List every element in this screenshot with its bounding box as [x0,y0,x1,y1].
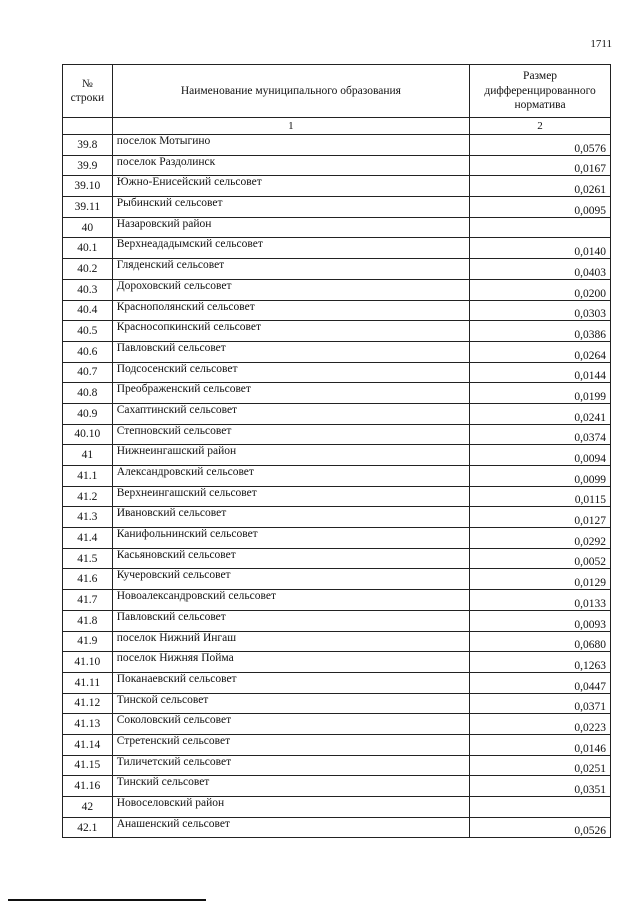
row-number-cell: 41.16 [63,776,113,797]
municipality-name-cell: Павловский сельсовет [112,341,469,362]
municipality-name-cell: Поканаевский сельсовет [112,672,469,693]
row-number-cell: 40.9 [63,403,113,424]
normative-value-cell: 0,0052 [470,548,611,569]
table-row [63,776,611,797]
normative-value-cell: 0,0093 [470,610,611,631]
table-row [63,817,611,838]
normative-value-cell: 0,0095 [470,197,611,218]
normative-value-cell: 0,0374 [470,424,611,445]
row-number-cell: 41.13 [63,714,113,735]
header-municipality-name: Наименование муниципального образования [112,65,469,118]
table-row [63,135,611,156]
municipality-name-cell: Касьяновский сельсовет [112,548,469,569]
row-number-cell: 39.9 [63,155,113,176]
row-number-cell: 41.9 [63,631,113,652]
normative-value-cell [470,797,611,818]
normative-value-cell: 0,0251 [470,755,611,776]
table-row [63,383,611,404]
row-number-cell: 41.11 [63,672,113,693]
normative-value-cell: 0,0167 [470,155,611,176]
municipality-name-cell: Назаровский район [112,217,469,238]
row-number-cell: 41.4 [63,528,113,549]
municipality-name-cell: Тинской сельсовет [112,693,469,714]
municipality-name-cell: Анашенский сельсовет [112,817,469,838]
municipality-name-cell: Тиличетский сельсовет [112,755,469,776]
municipality-name-cell: Павловский сельсовет [112,610,469,631]
normative-value-cell: 0,0526 [470,817,611,838]
table-row [63,403,611,424]
normative-value-cell: 0,0144 [470,362,611,383]
normative-value-cell: 0,0264 [470,341,611,362]
normative-value-cell: 0,0140 [470,238,611,259]
municipality-name-cell: Новоалександровский сельсовет [112,590,469,611]
normative-value-cell: 0,0127 [470,507,611,528]
normative-value-cell: 0,0146 [470,734,611,755]
row-number-cell: 40.10 [63,424,113,445]
table-row [63,300,611,321]
normative-value-cell: 0,0576 [470,135,611,156]
municipality-name-cell: Краснополянский сельсовет [112,300,469,321]
table-row [63,569,611,590]
row-number-cell: 41.14 [63,734,113,755]
normative-value-cell: 0,0200 [470,279,611,300]
row-number-cell: 41 [63,445,113,466]
table-row [63,321,611,342]
row-number-cell: 39.11 [63,197,113,218]
normative-value-cell: 0,0099 [470,466,611,487]
municipality-name-cell: Гляденский сельсовет [112,259,469,280]
row-number-cell: 41.8 [63,610,113,631]
row-number-cell: 40.5 [63,321,113,342]
row-number-cell: 40.4 [63,300,113,321]
municipality-name-cell: Соколовский сельсовет [112,714,469,735]
normative-value-cell: 0,0261 [470,176,611,197]
row-number-cell: 41.10 [63,652,113,673]
header-row-number: № строки [63,65,113,118]
municipality-name-cell: Канифольнинский сельсовет [112,528,469,549]
table-row [63,590,611,611]
table-row [63,548,611,569]
municipality-name-cell: Степновский сельсовет [112,424,469,445]
table-row [63,486,611,507]
table-row [63,362,611,383]
table-row [63,734,611,755]
normative-value-cell: 0,0351 [470,776,611,797]
table-row [63,445,611,466]
table-row [63,672,611,693]
normative-table [62,64,611,838]
municipality-name-cell: Подсосенский сельсовет [112,362,469,383]
municipality-name-cell: Южно-Енисейский сельсовет [112,176,469,197]
normative-value-cell [470,217,611,238]
table-row [63,217,611,238]
table-body [63,135,611,838]
municipality-name-cell: Рыбинский сельсовет [112,197,469,218]
table-row [63,259,611,280]
municipality-name-cell: поселок Мотыгино [112,135,469,156]
municipality-name-cell: Ивановский сельсовет [112,507,469,528]
normative-value-cell: 0,0223 [470,714,611,735]
normative-value-cell: 0,1263 [470,652,611,673]
normative-value-cell: 0,0094 [470,445,611,466]
municipality-name-cell: Новоселовский район [112,797,469,818]
column-index-1: 1 [112,118,469,135]
table-row [63,466,611,487]
row-number-cell: 40.7 [63,362,113,383]
footnote-separator [8,899,206,901]
page-number: 1711 [590,38,612,50]
table-row [63,631,611,652]
table-row [63,610,611,631]
row-number-cell: 40.6 [63,341,113,362]
table-row [63,797,611,818]
municipality-name-cell: Александровский сельсовет [112,466,469,487]
normative-value-cell: 0,0129 [470,569,611,590]
municipality-name-cell: Кучеровский сельсовет [112,569,469,590]
table-row [63,528,611,549]
normative-value-cell: 0,0680 [470,631,611,652]
table-row [63,341,611,362]
table-row [63,693,611,714]
row-number-cell: 40.8 [63,383,113,404]
table-row [63,197,611,218]
normative-value-cell: 0,0292 [470,528,611,549]
normative-value-cell: 0,0386 [470,321,611,342]
municipality-name-cell: поселок Нижняя Пойма [112,652,469,673]
table-row [63,507,611,528]
normative-value-cell: 0,0303 [470,300,611,321]
row-number-cell: 41.15 [63,755,113,776]
municipality-name-cell: Верхнеададымский сельсовет [112,238,469,259]
municipality-name-cell: Тинский сельсовет [112,776,469,797]
municipality-name-cell: Стретенский сельсовет [112,734,469,755]
row-number-cell: 40.2 [63,259,113,280]
normative-value-cell: 0,0241 [470,403,611,424]
row-number-cell: 39.8 [63,135,113,156]
municipality-name-cell: поселок Нижний Ингаш [112,631,469,652]
column-index-2: 2 [470,118,611,135]
table-row [63,652,611,673]
header-normative-size: Размер дифференцированного норматива [470,65,611,118]
normative-value-cell: 0,0115 [470,486,611,507]
row-number-cell: 41.6 [63,569,113,590]
row-number-cell: 41.7 [63,590,113,611]
table-header [63,65,611,135]
table-row [63,279,611,300]
table-row [63,238,611,259]
municipality-name-cell: Сахаптинский сельсовет [112,403,469,424]
municipality-name-cell: Верхнеингашский сельсовет [112,486,469,507]
row-number-cell: 40 [63,217,113,238]
municipality-name-cell: Дороховский сельсовет [112,279,469,300]
row-number-cell: 41.3 [63,507,113,528]
row-number-cell: 39.10 [63,176,113,197]
row-number-cell: 41.2 [63,486,113,507]
row-number-cell: 41.12 [63,693,113,714]
row-number-cell: 42.1 [63,817,113,838]
row-number-cell: 40.1 [63,238,113,259]
table-row [63,714,611,735]
table-row [63,155,611,176]
normative-value-cell: 0,0133 [470,590,611,611]
municipality-name-cell: Красносопкинский сельсовет [112,321,469,342]
row-number-cell: 42 [63,797,113,818]
normative-value-cell: 0,0371 [470,693,611,714]
normative-value-cell: 0,0403 [470,259,611,280]
municipality-name-cell: Нижнеингашский район [112,445,469,466]
normative-value-cell: 0,0199 [470,383,611,404]
table-row [63,755,611,776]
municipality-name-cell: поселок Раздолинск [112,155,469,176]
normative-value-cell: 0,0447 [470,672,611,693]
table-row [63,424,611,445]
municipality-name-cell: Преображенский сельсовет [112,383,469,404]
row-number-cell: 41.1 [63,466,113,487]
table-row [63,176,611,197]
row-number-cell: 41.5 [63,548,113,569]
column-index-0 [63,118,113,135]
row-number-cell: 40.3 [63,279,113,300]
